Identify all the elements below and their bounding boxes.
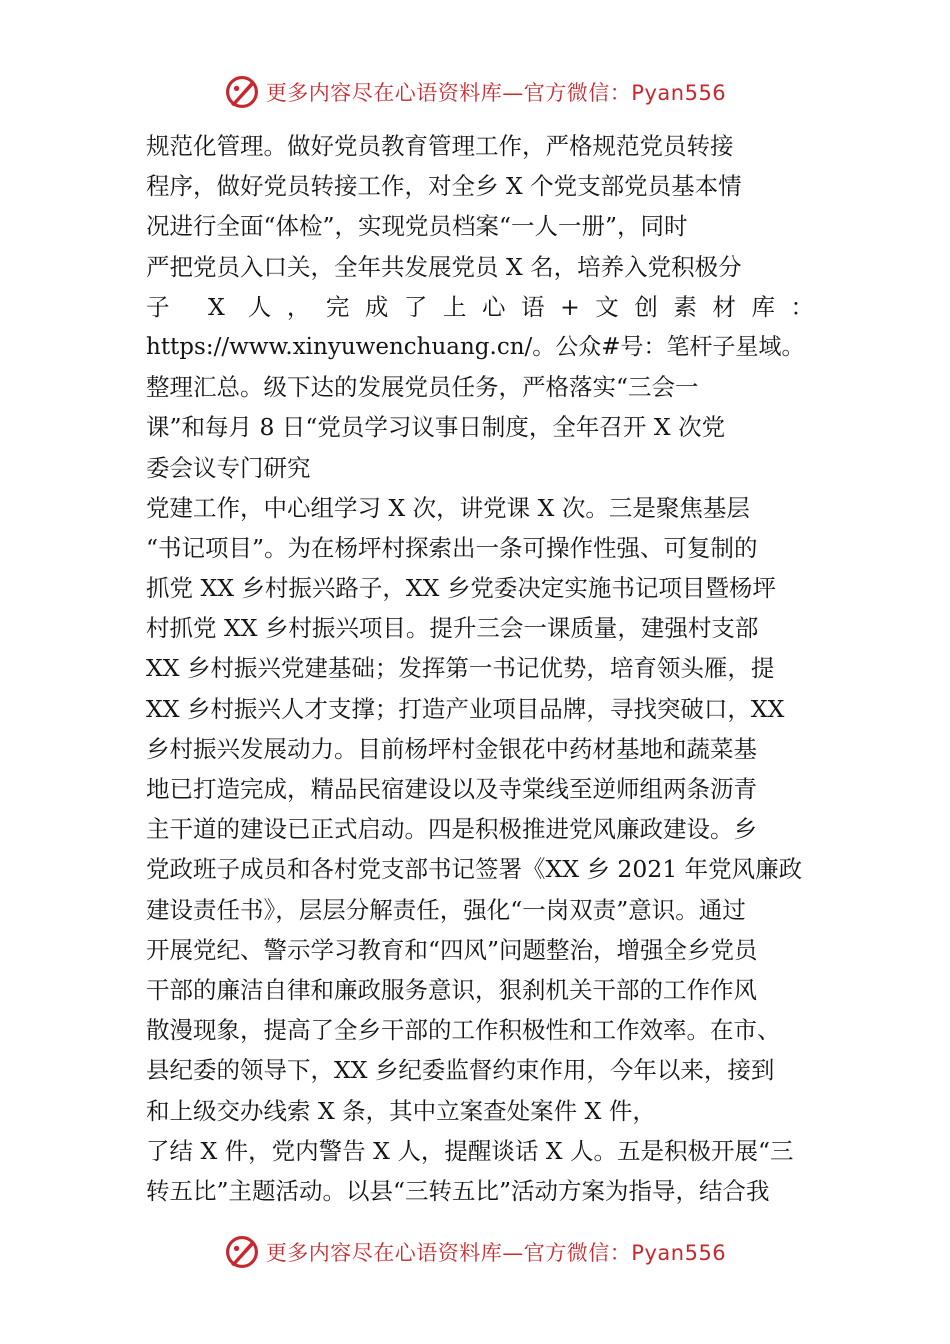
text-line: 干部的廉洁自律和廉政服务意识，狠刹机关干部的工作作风 [146, 975, 757, 1004]
text-line: XX 乡村振兴党建基础；发挥第一书记优势，培育领头雁，提 [146, 654, 775, 683]
text-line: 规范化管理。做好党员教育管理工作，严格规范党员转接 [146, 132, 734, 160]
text-line: 课”和每月 8 日“党员学习议事日制度，全年召开 X 次党 [146, 413, 726, 442]
text-line: 建设责任书》，层层分解责任，强化“一岗双责”意识。通过 [146, 895, 746, 924]
text-line: 整理汇总。级下达的发展党员任务，严格落实“三会一 [146, 373, 699, 402]
text-line: 散漫现象，提高了全乡干部的工作积极性和工作效率。在市、 [146, 1016, 781, 1045]
pen-circle-logo-icon [224, 74, 260, 110]
text-line: 程序，做好党员转接工作，对全乡 X 个党支部党员基本情 [146, 172, 742, 201]
text-line: https://www.xinyuwenchuang.cn/。公众#号：笔杆子星域。 [146, 333, 805, 360]
header-banner [0, 72, 950, 112]
text-line: 党政班子成员和各村党支部书记签署《XX 乡 2021 年党风廉政 [146, 855, 803, 884]
pen-circle-logo-icon [224, 1234, 260, 1270]
text-line: 况进行全面“体检”，实现党员档案“一人一册”，同时 [146, 212, 688, 241]
text-line: 了结 X 件，党内警告 X 人，提醒谈话 X 人。五是积极开展“三 [146, 1136, 794, 1165]
text-line: 开展党纪、警示学习教育和“四风”问题整治，增强全乡党员 [146, 935, 758, 964]
header-text: 更多内容尽在心语资料库—官方微信：Pyan556 [265, 81, 727, 105]
text-line: 和上级交办线索 X 条，其中立案查处案件 X 件， [146, 1096, 656, 1125]
text-line: 党建工作，中心组学习 X 次，讲党课 X 次。三是聚焦基层 [146, 493, 750, 522]
text-line: 乡村振兴发展动力。目前杨坪村金银花中药材基地和蔬菜基 [146, 734, 757, 763]
text-line: 子 X 人，完成了上心语+文创素材库： [146, 292, 814, 321]
text-line: 地已打造完成，精品民宿建设以及寺棠线至逆师组两条沥青 [146, 775, 757, 803]
text-line: 严把党员入口关，全年共发展党员 X 名，培养入党积极分 [146, 252, 742, 281]
text-line: XX 乡村振兴人才支撑；打造产业项目品牌，寻找突破口，XX [146, 694, 785, 723]
text-line: 村抓党 XX 乡村振兴项目。提升三会一课质量，建强村支部 [146, 614, 759, 643]
document-body [146, 126, 814, 1211]
text-line: 县纪委的领导下，XX 乡纪委监督约束作用，今年以来，接到 [146, 1056, 775, 1085]
text-line: “书记项目”。为在杨坪村探索出一条可操作性强、可复制的 [146, 533, 758, 562]
footer-banner [0, 1232, 950, 1272]
text-line: 转五比”主题活动。以县“三转五比”活动方案为指导，结合我 [146, 1176, 770, 1205]
text-line: 委会议专门研究 [146, 453, 311, 482]
text-line: 主干道的建设已正式启动。四是积极推进党风廉政建设。乡 [146, 815, 757, 844]
footer-text: 更多内容尽在心语资料库—官方微信：Pyan556 [265, 1241, 727, 1265]
text-line: 抓党 XX 乡村振兴路子，XX 乡党委决定实施书记项目暨杨坪 [146, 574, 776, 603]
